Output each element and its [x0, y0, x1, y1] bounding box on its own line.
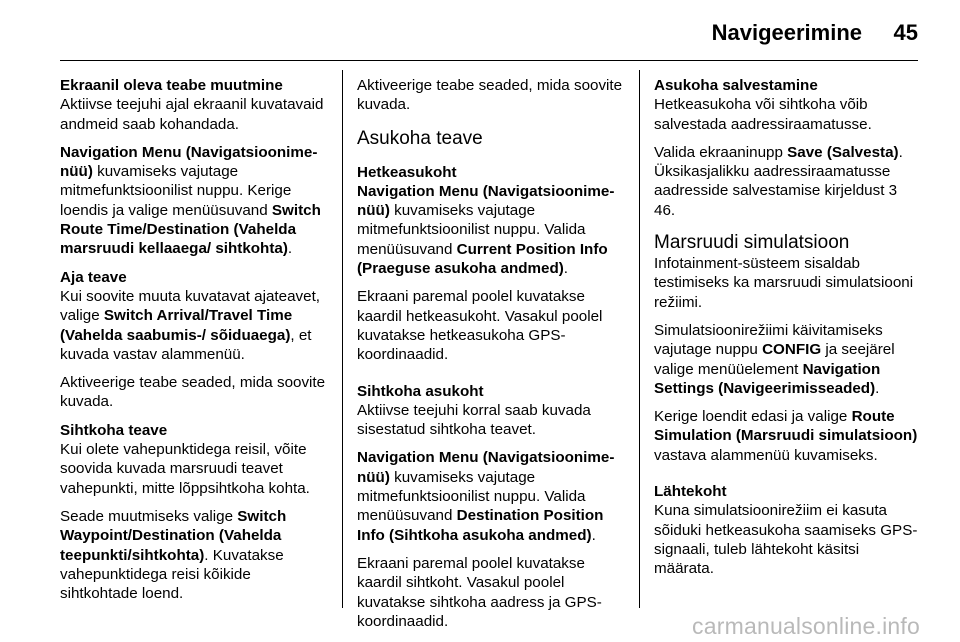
paragraph: Kui soovite muuta kuvatavat ajateavet, valige Switch Arrival/Travel Time (Vahelda saabumis-/ sõiduaega), et kuvada vastav alammenüü. — [60, 287, 321, 363]
paragraph: Ekraani paremal poolel kuvatakse kaardil sihtkoht. Vasakul poolel kuvatakse sihtkoha aadress ja GPS-koordinaadid. — [357, 554, 602, 630]
paragraph: Aktiivse teejuhi korral saab kuvada sisestatud sihtkoha teavet. — [357, 401, 591, 439]
paragraph: Navigation Menu (Navigatsioonimenüü) kuvamiseks vajutage mitmefunktsioonilist nuppu. Valida menüüsuvand Current Position Info (Praeguse asukoha andmed). — [357, 182, 615, 278]
section-heading: Lähtekoht — [654, 483, 727, 501]
watermark: carmanualsonline.info — [692, 613, 920, 639]
page-title: Navigeerimine — [711, 20, 862, 45]
paragraph: Aktiivse teejuhi ajal ekraanil kuvatavaid andmeid saab kohandada. — [60, 96, 324, 133]
paragraph: Kerige loendit edasi ja valige Route Simulation (Marsruudi simulatsioon) vastava alammenüü kuvamiseks. — [654, 408, 918, 464]
paragraph: Aktiveerige teabe seaded, mida soovite kuvada. — [357, 77, 623, 114]
paragraph: Ekraani paremal poolel kuvatakse kaardil hetkeasukoht. Vasakul poolel kuvatakse hetkeasukoha GPS-koordinaadid. — [357, 288, 603, 364]
column-1 — [60, 76, 332, 612]
column-2 — [357, 76, 625, 640]
paragraph: Navigation Menu (Navigatsioonimenüü) kuvamiseks vajutage mitmefunktsioonilist nuppu. Kerige loendis ja valige menüüsuvand Switch Route Time/Destination (Vahelda marsruudi kellaaega/ sihtkohta). — [60, 143, 321, 258]
paragraph: Navigation Menu (Navigatsioonimenüü) kuvamiseks vajutage mitmefunktsioonilist nuppu. Valida menüüsuvand Destination Position Info (Sihtkoha asukoha andmed). — [357, 449, 615, 544]
section-heading: Hetkeasukoht — [357, 163, 457, 181]
section-heading: Aja teave — [60, 268, 127, 286]
header-rule — [60, 60, 918, 61]
column-divider — [342, 70, 343, 608]
paragraph: Kuna simulatsioonirežiim ei kasuta sõiduki hetkeasukoha saamiseks GPS-signaali, tuleb lähtekoht käsitsi määrata. — [654, 502, 918, 578]
paragraph: Aktiveerige teabe seaded, mida soovite kuvada. — [60, 374, 326, 411]
section-title: Asukoha teave — [357, 127, 483, 149]
column-divider — [639, 70, 640, 608]
paragraph: Kui olete vahepunktidega reisil, võite soovida kuvada marsruudi teavet vahepunkti, mitte lõppsihtkoha kohta. — [60, 441, 310, 497]
paragraph: Infotainment-süsteem sisaldab testimiseks ka marsruudi simulatsiooni režiimi. — [654, 255, 914, 311]
section-heading: Asukoha salvestamine — [654, 77, 818, 94]
column-3 — [654, 76, 922, 588]
section-heading: Ekraanil oleva teabe muutmine — [60, 77, 283, 94]
section-heading: Sihtkoha teave — [60, 421, 168, 439]
page-reference: 3 46. — [654, 182, 898, 219]
paragraph: Simulatsioonirežiimi käivitamiseks vajutage nuppu CONFIG ja seejärel valige menüüelement Navigation Settings (Navigeerimisseaded). — [654, 321, 895, 397]
section-heading: Sihtkoha asukoht — [357, 382, 484, 400]
paragraph: Valida ekraaninupp Save (Salvesta). Üksikasjalikku aadressiraamatusse aadresside salvestamise kirjeldust 3 46. — [654, 143, 903, 219]
paragraph: Hetkeasukoha või sihtkoha võib salvestada aadressiraamatusse. — [654, 96, 872, 133]
paragraph: Seade muutmiseks valige Switch Waypoint/Destination (Vahelda teepunkti/sihtkohta). Kuvatakse vahepunktidega reisi kõikide sihtkohtade loend. — [60, 507, 287, 603]
section-title: Marsruudi simulatsioon — [654, 232, 850, 254]
page-number: 45 — [893, 20, 918, 45]
